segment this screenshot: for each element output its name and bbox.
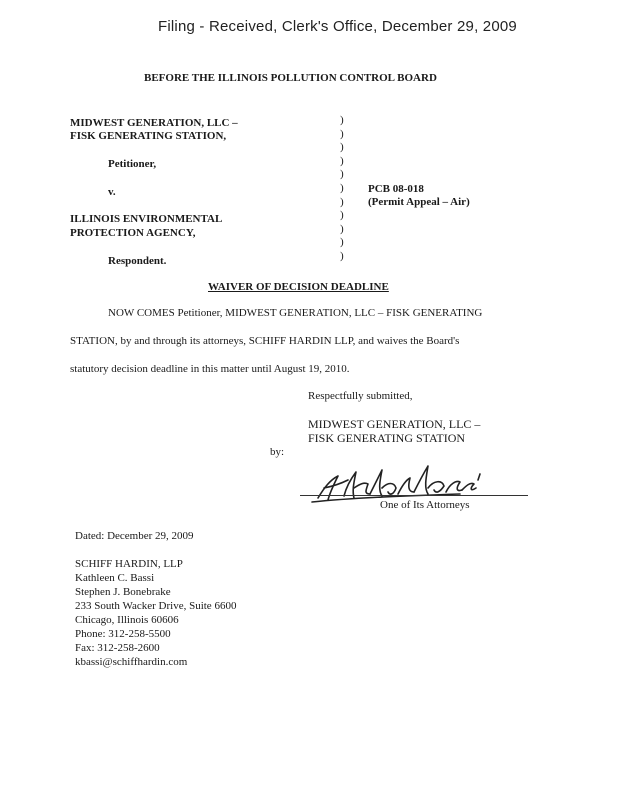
case-type: (Permit Appeal – Air): [368, 196, 470, 208]
firm-name: SCHIFF HARDIN, LLP: [75, 558, 183, 570]
date-line: Dated: December 29, 2009: [75, 530, 194, 542]
respondent-name-line1: ILLINOIS ENVIRONMENTAL: [70, 213, 223, 225]
party-name-line2: FISK GENERATING STATION: [308, 431, 466, 445]
respondent-name-line2: PROTECTION AGENCY,: [70, 227, 196, 239]
address-line-1: 233 South Wacker Drive, Suite 6600: [75, 600, 237, 612]
attorney-1: Kathleen C. Bassi: [75, 572, 155, 584]
petitioner-role: Petitioner,: [108, 158, 157, 170]
petitioner-name-line2: FISK GENERATING STATION,: [70, 130, 227, 142]
body-line-3: statutory decision deadline in this matter until August 19, 2010.: [70, 363, 350, 375]
attorney-2: Stephen J. Bonebrake: [75, 586, 171, 598]
court-heading: BEFORE THE ILLINOIS POLLUTION CONTROL BOARD: [144, 72, 437, 84]
versus: v.: [108, 186, 116, 198]
signature-line: [300, 495, 528, 496]
fax: Fax: 312-258-2600: [75, 642, 160, 654]
filing-stamp: Filing - Received, Clerk's Office, December 29, 2009: [158, 18, 517, 35]
body-line-1: NOW COMES Petitioner, MIDWEST GENERATION, LLC – FISK GENERATING: [108, 307, 483, 319]
respondent-role: Respondent.: [108, 255, 167, 267]
phone: Phone: 312-258-5500: [75, 628, 171, 640]
body-line-2: STATION, by and through its attorneys, SCHIFF HARDIN LLP, and waives the Board's: [70, 335, 460, 347]
document-title: WAIVER OF DECISION DEADLINE: [208, 281, 389, 293]
petitioner-name-line1: MIDWEST GENERATION, LLC –: [70, 117, 238, 129]
party-name-line1: MIDWEST GENERATION, LLC –: [308, 417, 481, 431]
caption-parentheses: ) ) ) ) ) ) ) ) ) ) ): [340, 114, 344, 262]
case-number: PCB 08-018: [368, 183, 424, 195]
address-line-2: Chicago, Illinois 60606: [75, 614, 179, 626]
by-label: by:: [270, 446, 285, 458]
signer-caption: One of Its Attorneys: [380, 499, 470, 511]
email: kbassi@schiffhardin.com: [75, 656, 188, 668]
closing: Respectfully submitted,: [308, 390, 413, 402]
